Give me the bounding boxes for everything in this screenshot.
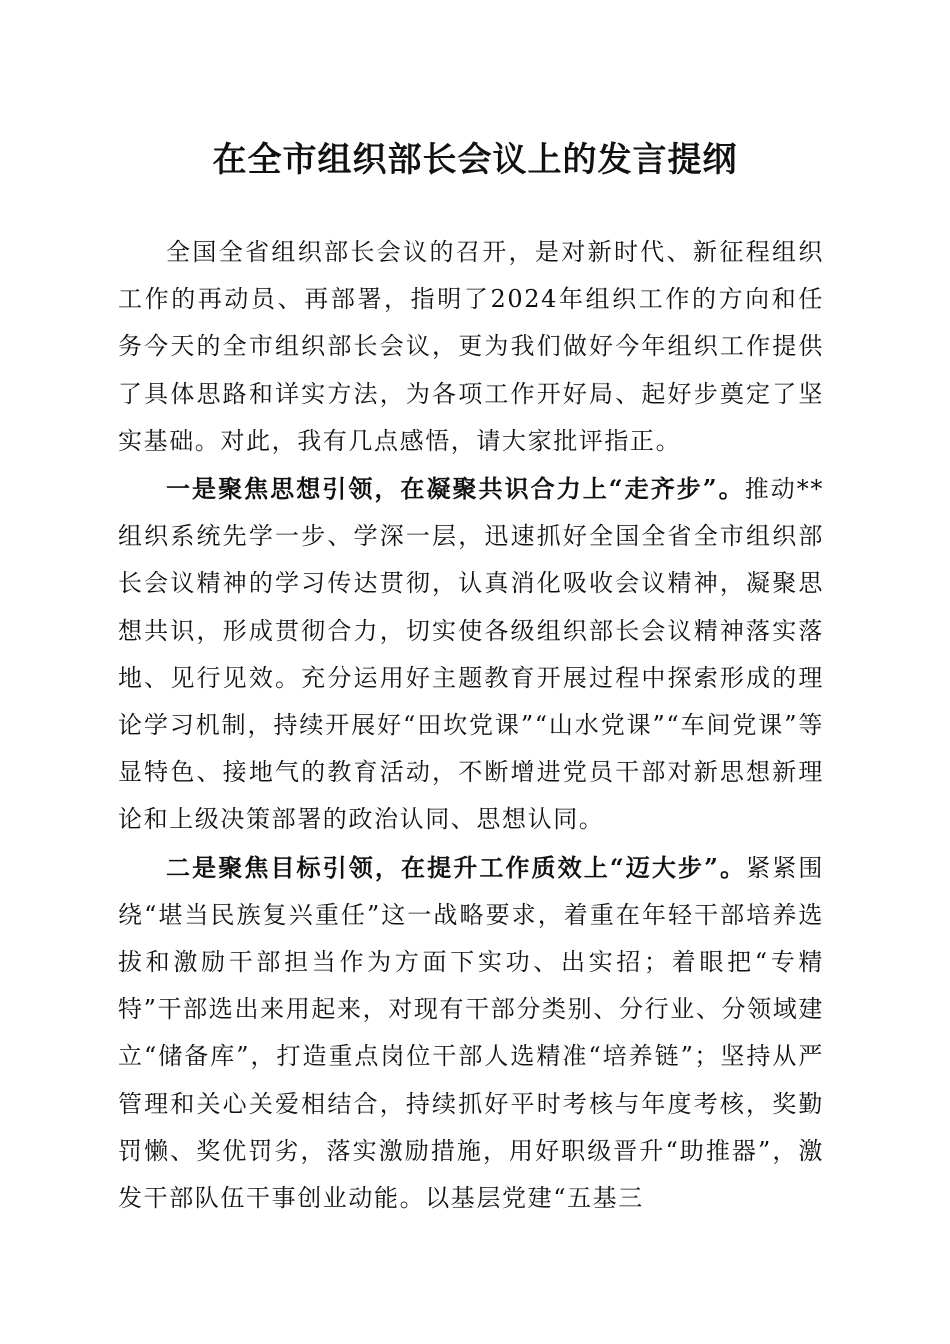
document-body bbox=[118, 228, 824, 1222]
paragraph-text: 全国全省组织部长会议的召开，是对新时代、新征程组织工作的再动员、再部署，指明了2024年组织工作的方向和任务今天的全市组织部长会议，更为我们做好今年组织工作提供了具体思路和详实方法，为各项工作开好局、起好步奠定了坚实基础。对此，我有几点感悟，请大家批评指正。 bbox=[118, 238, 824, 455]
paragraph-lead: 一是聚焦思想引领，在凝聚共识合力上“走齐步”。 bbox=[166, 474, 745, 504]
paragraph-point-one bbox=[118, 465, 824, 844]
page-title: 在全市组织部长会议上的发言提纲 bbox=[212, 140, 738, 180]
paragraph-lead: 二是聚焦目标引领，在提升工作质效上“迈大步”。 bbox=[166, 852, 747, 882]
paragraph-intro bbox=[118, 228, 824, 465]
paragraph-text: 推动**组织系统先学一步、学深一层，迅速抓好全国全省全市组织部长会议精神的学习传达贯彻，认真消化吸收会议精神，凝聚思想共识，形成贯彻合力，切实使各级组织部长会议精神落实落地、见行见效。充分运用好主题教育开展过程中探索形成的理论学习机制，持续开展好“田坎党课”“山水党课”“车间党课”等显特色、接地气的教育活动，不断增进党员干部对新思想新理论和上级决策部署的政治认同、思想认同。 bbox=[118, 475, 824, 834]
paragraph-point-two bbox=[118, 844, 824, 1223]
paragraph-text: 紧紧围绕“堪当民族复兴重任”这一战略要求，着重在年轻干部培养选拔和激励干部担当作为方面下实功、出实招；着眼把“专精特”干部选出来用起来，对现有干部分类别、分行业、分领域建立“储备库”，打造重点岗位干部人选精准“培养链”；坚持从严管理和关心关爱相结合，持续抓好平时考核与年度考核，奖勤罚懒、奖优罚劣，落实激励措施，用好职级晋升“助推器”，激发干部队伍干事创业动能。以基层党建“五基三 bbox=[118, 853, 824, 1213]
